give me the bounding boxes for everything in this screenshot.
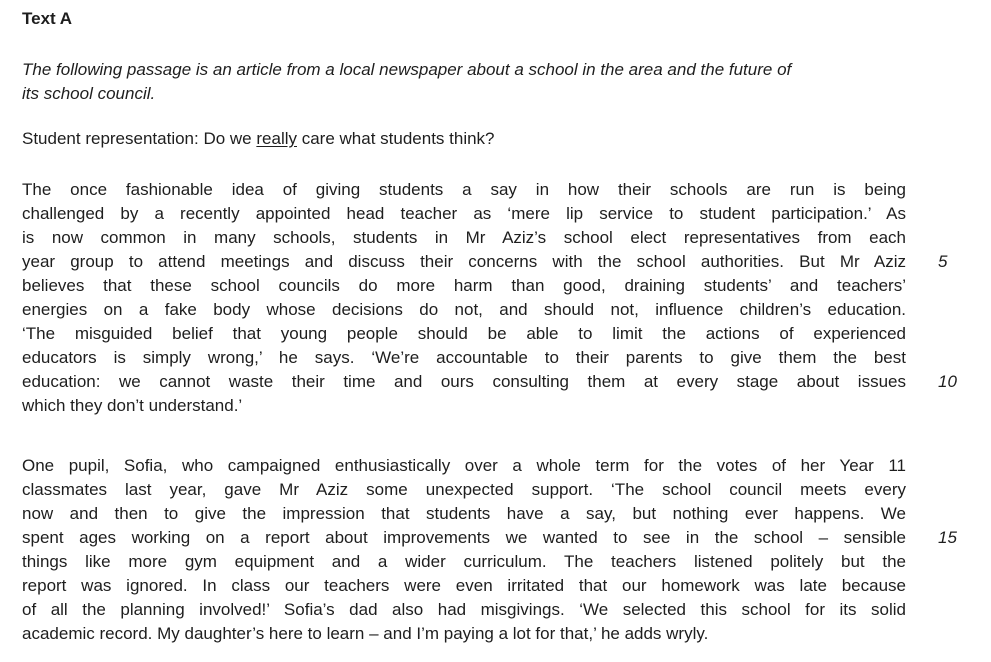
text-line: which they don’t understand.’ [22,396,243,415]
preamble [22,58,982,106]
headline-text: care what students think? [297,129,495,148]
line-number: 5 [938,252,948,271]
headline-text: Student representation: Do we [22,129,257,148]
text-line: of all the planning involved!’ Sofia’s dad also had misgivings. ‘We selected this school for its solid [22,600,906,619]
text-line: ‘The misguided belief that young people should be able to limit the actions of experienced [22,324,906,343]
text-line: One pupil, Sofia, who campaigned enthusiastically over a whole term for the votes of her Year 11 [22,456,906,475]
text-line: year group to attend meetings and discuss their concerns with the school authorities. But Mr Aziz 5 [22,250,906,274]
paragraph [22,178,957,418]
text-line: classmates last year, gave Mr Aziz some unexpected support. ‘The school council meets every [22,480,906,499]
text-line: challenged by a recently appointed head teacher as ‘mere lip service to student participation.’ As [22,204,906,223]
text-line: educators is simply wrong,’ he says. ‘We’re accountable to their parents to give them the best [22,348,906,367]
line-number: 10 [938,372,957,391]
text-line: believes that these school councils do more harm than good, draining students’ and teachers’ [22,276,906,295]
preamble-line: its school council. [22,84,156,103]
headline-underlined-word: really [256,129,297,148]
text-line: The once fashionable idea of giving students a say in how their schools are run is being [22,180,906,199]
text-label: Text A [22,9,73,28]
text-line: now and then to give the impression that students have a say, but nothing ever happens. We [22,504,906,523]
text-line: report was ignored. In class our teachers were even irritated that our homework was late because [22,576,906,595]
article-headline [22,127,942,151]
preamble-line: The following passage is an article from a local newspaper about a school in the area and the future of [22,60,792,79]
text-line: academic record. My daughter’s here to learn – and I’m paying a lot for that,’ he adds wryly. [22,624,709,643]
text-line: education: we cannot waste their time and ours consulting them at every stage about issues 10 [22,370,906,394]
text-line: things like more gym equipment and a wider curriculum. The teachers listened politely but the [22,552,906,571]
passage-body [22,178,991,646]
line-number: 15 [938,528,957,547]
text-line: spent ages working on a report about improvements we wanted to see in the school – sensible 15 [22,526,906,550]
paragraph [22,454,957,646]
text-line: energies on a fake body whose decisions do not, and should not, influence children’s education. [22,300,906,319]
text-line: is now common in many schools, students in Mr Aziz’s school elect representatives from each [22,228,906,247]
